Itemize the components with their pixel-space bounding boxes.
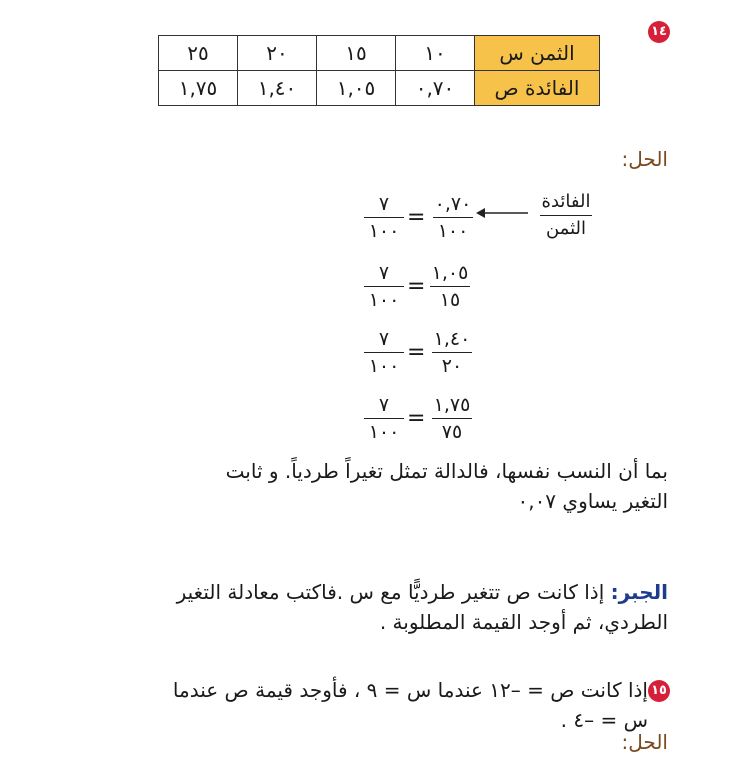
table-cell: ١,٠٥ [317,71,396,106]
problem-number-badge: ١٤ [648,21,670,43]
solution-heading: الحل: [621,730,668,754]
watermark-text: ​ [88,366,212,433]
ratio-label-denominator: الثمن [545,218,587,239]
algebra-line: الجبر: إذا كانت ص تتغير طرديًّا مع س .فاكتب معادلة التغير [176,580,668,604]
conclusion-text [108,456,668,516]
equals-sign: = [407,274,426,299]
fraction-ratio: ٧ ١٠٠ [364,327,404,378]
data-table [158,35,600,106]
problem-line: إذا كانت ص = –١٢ عندما س = ٩ ، فأوجد قيمة ص عندما [172,678,648,702]
problem-text [88,675,648,735]
table-cell: ١٠ [396,36,475,71]
fraction-ratio: ٧ ١٠٠ [364,393,404,444]
table-cell: ١,٤٠ [238,71,317,106]
table-header-cell: الفائدة ص [475,71,600,106]
fraction-bar [540,215,592,216]
table-header-cell: الثمن س [475,36,600,71]
problem-number-badge: ١٥ [648,680,670,702]
algebra-line: الطردي، ثم أوجد القيمة المطلوبة . [379,610,668,634]
ratio-label-numerator: الفائدة [541,191,591,212]
table-row [159,36,600,71]
table-cell: ٠,٧٠ [396,71,475,106]
fraction-ratio: ٧ ١٠٠ [364,192,404,243]
fraction-value: ١,٠٥ ١٥ [431,262,469,311]
equals-sign: = [407,406,426,431]
conclusion-line: بما أن النسب نفسها، فالدالة تمثل تغيراً طردياً. و ثابت [225,459,668,483]
fraction-value: ٠,٧٠ ١٠٠ [434,193,472,242]
algebra-label: الجبر: [610,580,668,604]
table-cell: ٢٥ [159,36,238,71]
table-cell: ١٥ [317,36,396,71]
ratio-label [536,190,596,241]
table-cell: ١,٧٥ [159,71,238,106]
table-cell: ٢٠ [238,36,317,71]
arrow-left-icon [474,206,530,220]
fraction-value: ١,٤٠ ٢٠ [433,328,471,377]
problem-line: س = –٤ . [560,708,648,732]
fraction-ratio: ٧ ١٠٠ [364,261,404,312]
fraction-value: ١,٧٥ ٧٥ [433,394,471,443]
equals-sign: = [407,205,426,230]
table-row [159,71,600,106]
solution-heading: الحل: [621,147,668,171]
algebra-instructions [108,577,668,637]
conclusion-line: التغير يساوي ٠,٠٧ [517,489,668,513]
equals-sign: = [407,340,426,365]
